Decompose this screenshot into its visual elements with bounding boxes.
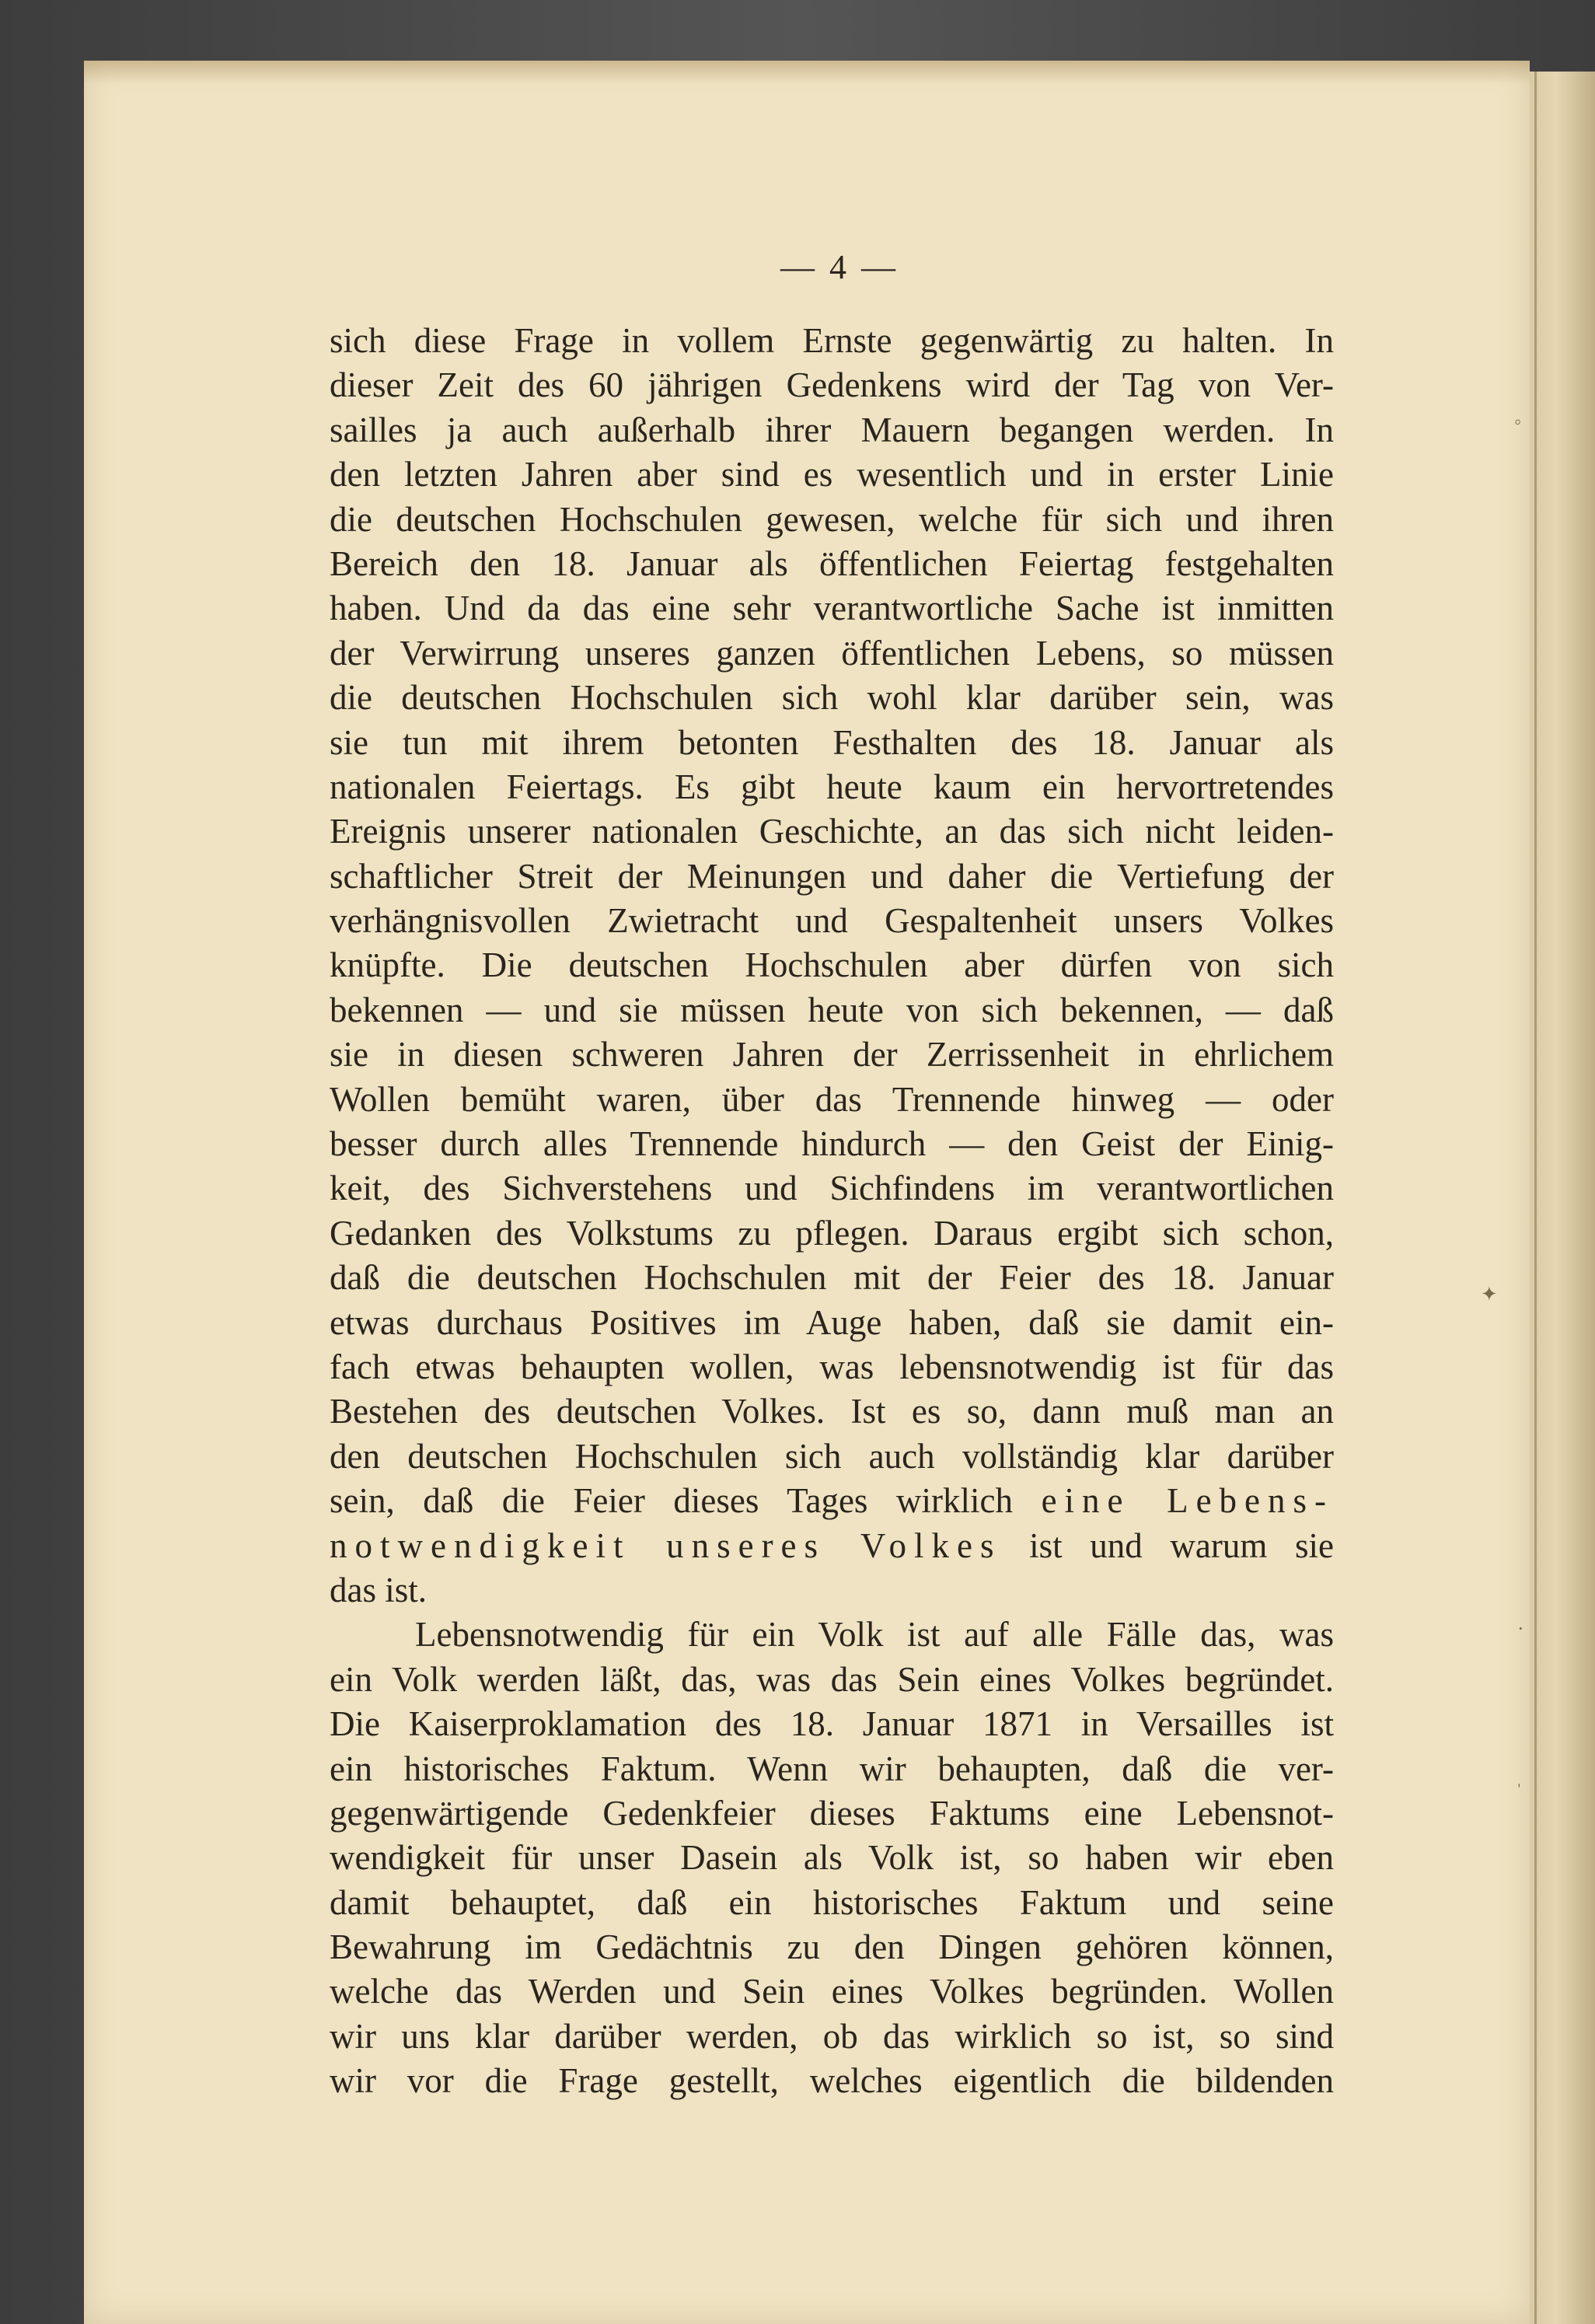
text-line: das ist. — [330, 1570, 428, 1609]
text-line: gegenwärtigende Gedenkfeier dieses Faktums eine Lebensnot- — [330, 1793, 1334, 1833]
text-line: wir vor die Frage gestellt, welches eigentlich die bildenden — [330, 2061, 1334, 2101]
text-line: Wollen bemüht waren, über das Trennende hinweg — oder — [330, 1079, 1334, 1119]
text-line: ein historisches Faktum. Wenn wir behaupten, daß die ver- — [330, 1749, 1334, 1788]
text-line: verhängnisvollen Zwietracht und Gespaltenheit unsers Volkes — [330, 901, 1334, 941]
text-line: Die Kaiserproklamation des 18. Januar 1871 in Versailles ist — [330, 1704, 1334, 1744]
text-line: haben. Und da das eine sehr verantwortliche Sache ist inmitten — [330, 589, 1334, 628]
page-top-shadow — [84, 61, 1530, 84]
text-line: Gedanken des Volkstums zu pflegen. Daraus ergibt sich schon, — [330, 1213, 1334, 1253]
text-line: Bewahrung im Gedächtnis zu den Dingen gehören können, — [330, 1927, 1334, 1967]
margin-speck: · — [1517, 1617, 1524, 1640]
text-line: den deutschen Hochschulen sich auch vollständig klar darüber — [330, 1436, 1334, 1476]
text-line: sailles ja auch außerhalb ihrer Mauern begangen werden. In — [330, 410, 1334, 449]
text-fragment: ist und warum sie — [1029, 1525, 1334, 1565]
text-line: fach etwas behaupten wollen, was lebensnotwendig ist für das — [330, 1347, 1334, 1386]
text-line: daß die deutschen Hochschulen mit der Feier des 18. Januar — [330, 1258, 1334, 1298]
text-line-with-emphasis — [330, 1524, 1334, 1568]
text-line: sie in diesen schweren Jahren der Zerrissenheit in ehrlichem — [330, 1035, 1334, 1075]
margin-speck: ◦ — [1514, 411, 1522, 433]
emphasized-text: notwendigkeit unseres Volkes — [330, 1525, 1002, 1565]
text-line: der Verwirrung unseres ganzen öffentlichen Lebens, so müssen — [330, 633, 1334, 673]
text-line: welche das Werden und Sein eines Volkes begründen. Wollen — [330, 1972, 1334, 2011]
page-number: — 4 — — [780, 248, 899, 286]
text-line: wendigkeit für unser Dasein als Volk ist, so haben wir eben — [330, 1838, 1334, 1878]
text-line: wir uns klar darüber werden, ob das wirklich so ist, so sind — [330, 2016, 1334, 2056]
body-text — [330, 319, 1334, 2104]
text-line: die deutschen Hochschulen sich wohl klar darüber sein, was — [330, 678, 1334, 718]
text-line: etwas durchaus Positives im Auge haben, daß sie damit ein- — [330, 1302, 1334, 1342]
text-line: knüpfte. Die deutschen Hochschulen aber dürfen von sich — [330, 945, 1334, 985]
margin-speck: ˈ — [1516, 1781, 1523, 1803]
text-line: Ereignis unserer nationalen Geschichte, an das sich nicht leiden- — [330, 812, 1334, 851]
text-line: sich diese Frage in vollem Ernste gegenwärtig zu halten. In — [330, 321, 1334, 360]
text-line: dieser Zeit des 60 jährigen Gedenkens wird der Tag von Ver- — [330, 365, 1334, 405]
text-line: damit behauptet, daß ein historisches Faktum und seine — [330, 1882, 1334, 1922]
text-line: bekennen — und sie müssen heute von sich bekennen, — daß — [330, 990, 1334, 1029]
text-line: ein Volk werden läßt, das, was das Sein eines Volkes begründet. — [330, 1659, 1334, 1699]
text-line: nationalen Feiertags. Es gibt heute kaum ein hervortretendes — [330, 767, 1334, 806]
next-page-edge — [1530, 72, 1595, 2324]
text-line: den letzten Jahren aber sind es wesentlich und in erster Linie — [330, 455, 1334, 495]
margin-speck: ✦ — [1481, 1283, 1498, 1305]
text-line: schaftlicher Streit der Meinungen und daher die Vertiefung der — [330, 856, 1334, 896]
text-line: die deutschen Hochschulen gewesen, welche für sich und ihren — [330, 499, 1334, 539]
text-line: Bereich den 18. Januar als öffentlichen Feiertag festgehalten — [330, 543, 1334, 583]
emphasized-text: eine Lebens- — [1041, 1481, 1335, 1521]
text-fragment: sein, daß die Feier dieses Tages wirklich — [330, 1481, 1013, 1521]
text-line: Bestehen des deutschen Volkes. Ist es so, dann muß man an — [330, 1392, 1334, 1431]
text-line-with-emphasis — [330, 1479, 1334, 1523]
text-line: keit, des Sichverstehens und Sichfindens im verantwortlichen — [330, 1169, 1334, 1208]
text-line: sie tun mit ihrem betonten Festhalten des 18. Januar als — [330, 722, 1334, 762]
text-line: Lebensnotwendig für ein Volk ist auf alle Fälle das, was — [415, 1615, 1334, 1655]
text-line: besser durch alles Trennende hindurch — den Geist der Einig- — [330, 1124, 1334, 1164]
